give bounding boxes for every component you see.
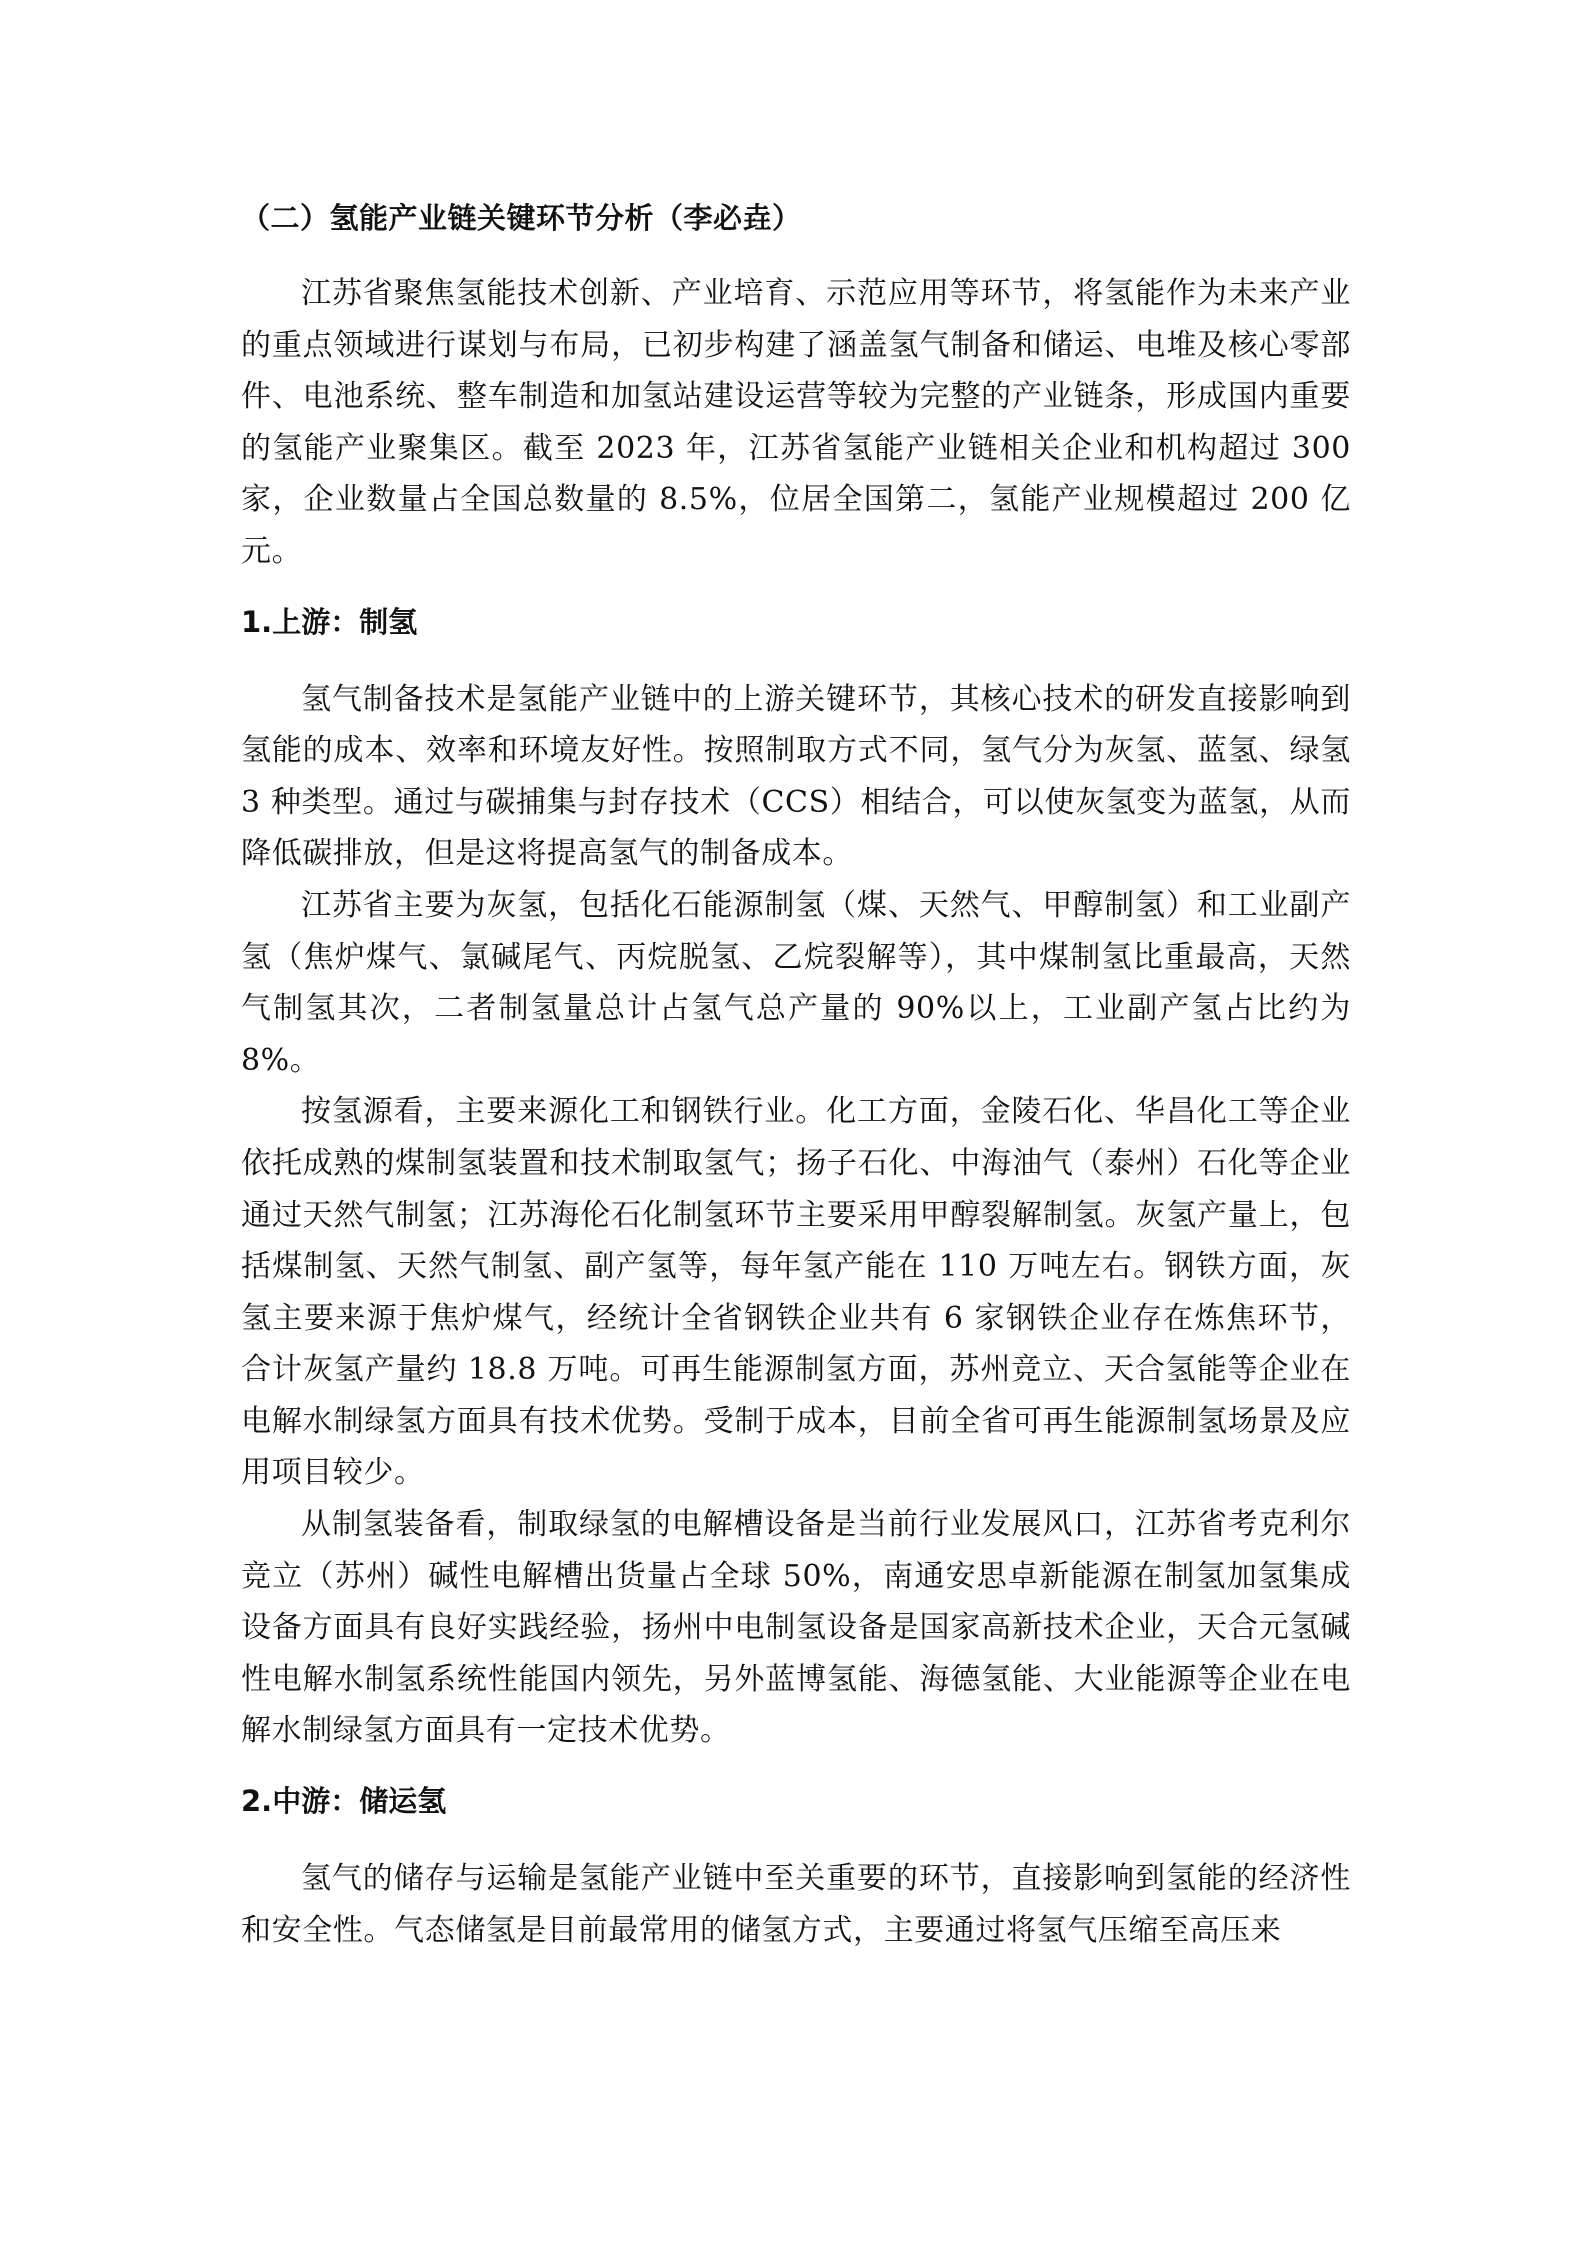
section-title: （二）氢能产业链关键环节分析（李必垚） bbox=[241, 201, 802, 235]
upstream-paragraph-4: 从制氢装备看，制取绿氢的电解槽设备是当前行业发展风口，江苏省考克利尔竞立（苏州）碱性电解槽出货量占全球 50%，南通安思卓新能源在制氢加氢集成设备方面具有良好实践经验，扬州中电制氢设备是国家高新技术企业，天合元氢碱性电解水制氢系统性能国内领先，另外蓝博氢能、海德氢能、大业能源等企业在电解水制绿氢方面具有一定技术优势。 bbox=[241, 1507, 1351, 1749]
midstream-paragraph-1: 氢气的储存与运输是氢能产业链中至关重要的环节，直接影响到氢能的经济性和安全性。气态储氢是目前最常用的储氢方式，主要通过将氢气压缩至高压来 bbox=[241, 1861, 1351, 1948]
upstream-heading: 1.上游：制氢 bbox=[241, 604, 418, 639]
upstream-paragraph-3: 按氢源看，主要来源化工和钢铁行业。化工方面，金陵石化、华昌化工等企业依托成熟的煤制氢装置和技术制取氢气；扬子石化、中海油气（泰州）石化等企业通过天然气制氢；江苏海伦石化制氢环节主要采用甲醇裂解制氢。灰氢产量上，包括煤制氢、天然气制氢、副产氢等，每年氢产能在 110 万吨左右。钢铁方面，灰氢主要来源于焦炉煤气，经统计全省钢铁企业共有 6 家钢铁企业存在炼焦环节，合计灰氢产量约 18.8 万吨。可再生能源制氢方面，苏州竞立、天合氢能等企业在电解水制绿氢方面具有技术优势。受制于成本，目前全省可再生能源制氢场景及应用项目较少。 bbox=[241, 1094, 1351, 1491]
document-page bbox=[241, 196, 1351, 1956]
intro-paragraph: 江苏省聚焦氢能技术创新、产业培育、示范应用等环节，将氢能作为未来产业的重点领域进行谋划与布局，已初步构建了涵盖氢气制备和储运、电堆及核心零部件、电池系统、整车制造和加氢站建设运营等较为完整的产业链条，形成国内重要的氢能产业聚集区。截至 2023 年，江苏省氢能产业链相关企业和机构超过 300 家，企业数量占全国总数量的 8.5%，位居全国第二，氢能产业规模超过 200 亿元。 bbox=[241, 276, 1351, 569]
midstream-heading: 2.中游：储运氢 bbox=[241, 1784, 447, 1819]
upstream-paragraph-1: 氢气制备技术是氢能产业链中的上游关键环节，其核心技术的研发直接影响到氢能的成本、效率和环境友好性。按照制取方式不同，氢气分为灰氢、蓝氢、绿氢 3 种类型。通过与碳捕集与封存技术（CCS）相结合，可以使灰氢变为蓝氢，从而降低碳排放，但是这将提高氢气的制备成本。 bbox=[241, 681, 1351, 872]
upstream-paragraph-2: 江苏省主要为灰氢，包括化石能源制氢（煤、天然气、甲醇制氢）和工业副产氢（焦炉煤气、氯碱尾气、丙烷脱氢、乙烷裂解等），其中煤制氢比重最高，天然气制氢其次，二者制氢量总计占氢气总产量的 90%以上，工业副产氢占比约为 8%。 bbox=[241, 887, 1351, 1078]
